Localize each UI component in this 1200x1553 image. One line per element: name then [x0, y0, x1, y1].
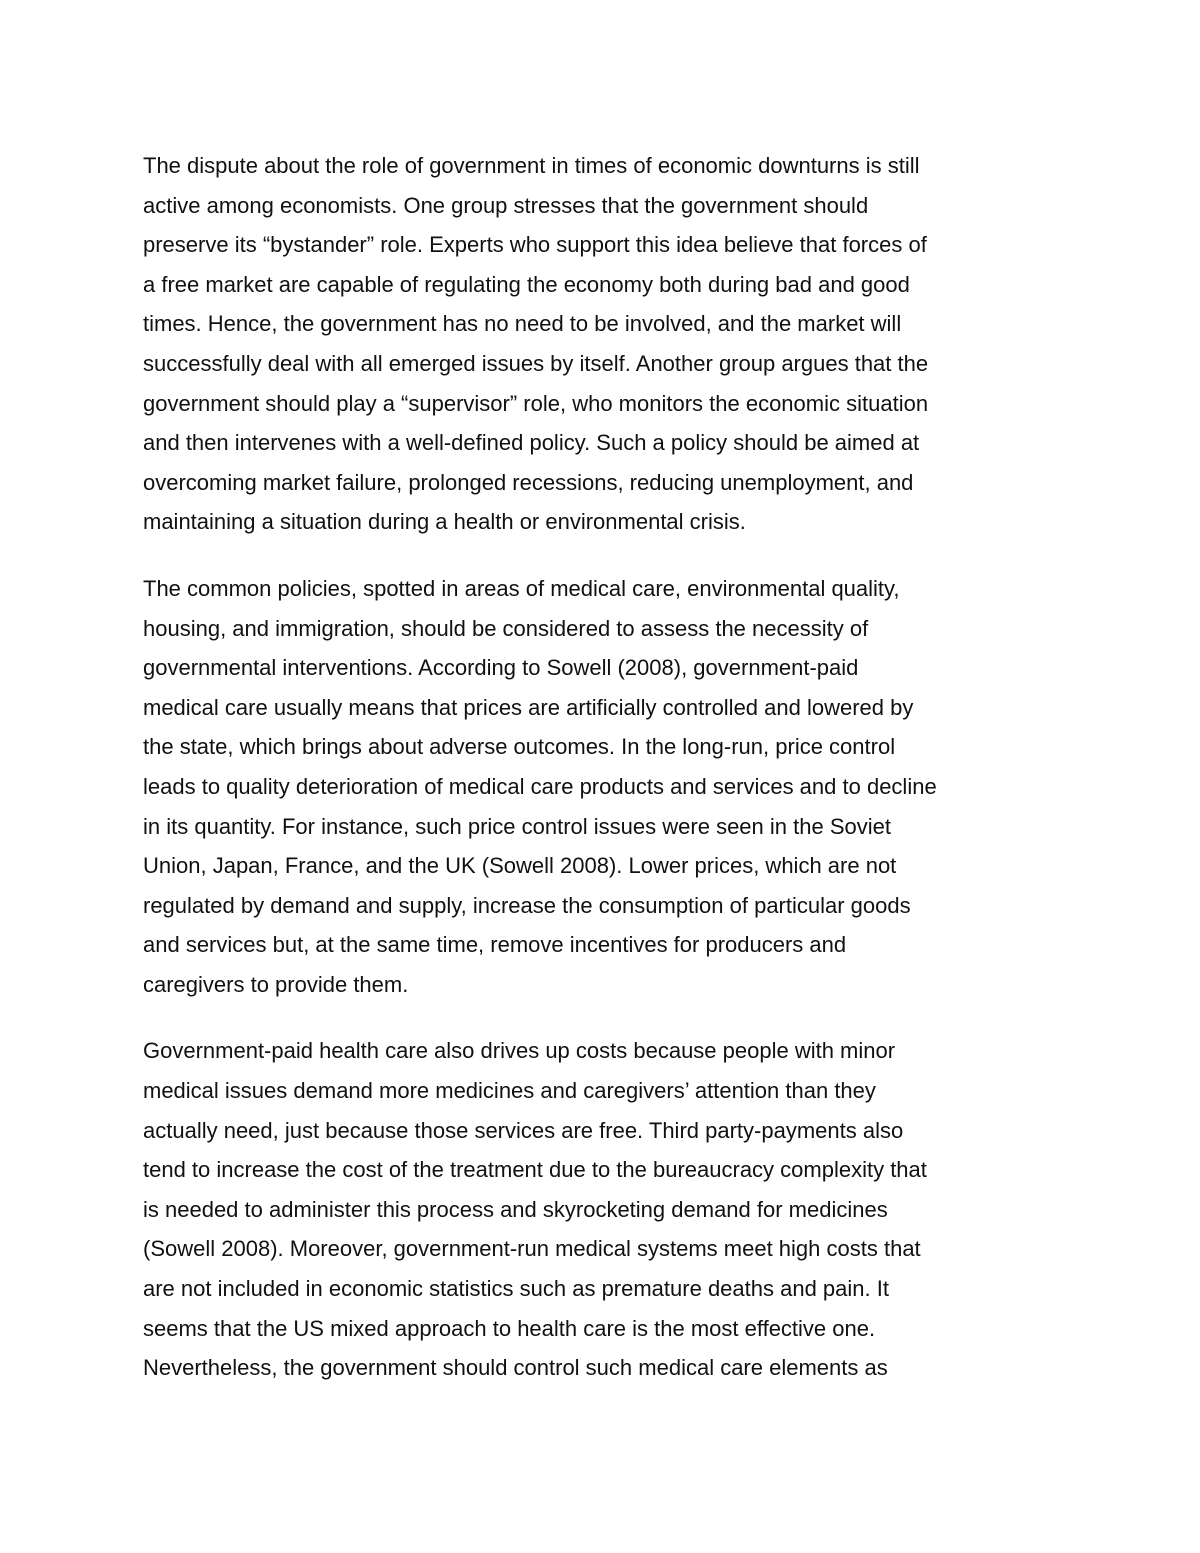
text-line: is needed to administer this process and skyrocketing demand for medicines	[143, 1196, 888, 1222]
text-line: times. Hence, the government has no need to be involved, and the market will	[143, 311, 902, 337]
document-body	[143, 146, 1063, 1415]
text-line: The common policies, spotted in areas of medical care, environmental quality,	[143, 575, 900, 601]
text-line: Government-paid health care also drives up costs because people with minor	[143, 1038, 896, 1064]
text-line: Nevertheless, the government should control such medical care elements as	[143, 1355, 888, 1381]
paragraph-3	[143, 1031, 1063, 1387]
text-line: successfully deal with all emerged issues by itself. Another group argues that the	[143, 350, 929, 376]
text-line: and services but, at the same time, remove incentives for producers and	[143, 932, 847, 958]
text-line: leads to quality deterioration of medical care products and services and to decline	[143, 773, 937, 799]
text-line: regulated by demand and supply, increase the consumption of particular goods	[143, 892, 911, 918]
text-line: medical issues demand more medicines and caregivers’ attention than they	[143, 1078, 876, 1104]
text-line: (Sowell 2008). Moreover, government-run medical systems meet high costs that	[143, 1236, 921, 1262]
text-line: caregivers to provide them.	[143, 971, 409, 997]
text-line: are not included in economic statistics such as premature deaths and pain. It	[143, 1276, 889, 1302]
text-line: maintaining a situation during a health or environmental crisis.	[143, 509, 746, 535]
text-line: the state, which brings about adverse outcomes. In the long-run, price control	[143, 734, 896, 760]
text-line: Union, Japan, France, and the UK (Sowell 2008). Lower prices, which are not	[143, 853, 897, 879]
text-line: and then intervenes with a well-defined policy. Such a policy should be aimed at	[143, 430, 920, 456]
text-line: The dispute about the role of government in times of economic downturns is still	[143, 153, 920, 178]
text-line: government should play a “supervisor” role, who monitors the economic situation	[143, 390, 929, 416]
text-line: preserve its “bystander” role. Experts who support this idea believe that forces of	[143, 232, 927, 258]
paragraph-2	[143, 569, 1063, 1005]
text-line: housing, and immigration, should be considered to assess the necessity of	[143, 615, 869, 641]
text-line: medical care usually means that prices are artificially controlled and lowered by	[143, 694, 914, 720]
text-line: overcoming market failure, prolonged recessions, reducing unemployment, and	[143, 469, 914, 495]
text-line: governmental interventions. According to Sowell (2008), government-paid	[143, 655, 859, 681]
text-line: a free market are capable of regulating the economy both during bad and good	[143, 271, 910, 297]
paragraph-1	[143, 146, 1063, 542]
text-line: seems that the US mixed approach to health care is the most effective one.	[143, 1315, 876, 1341]
text-line: in its quantity. For instance, such price control issues were seen in the Soviet	[143, 813, 891, 839]
text-line: actually need, just because those services are free. Third party-payments also	[143, 1117, 904, 1143]
text-line: active among economists. One group stresses that the government should	[143, 192, 869, 218]
text-line: tend to increase the cost of the treatment due to the bureaucracy complexity that	[143, 1157, 927, 1183]
